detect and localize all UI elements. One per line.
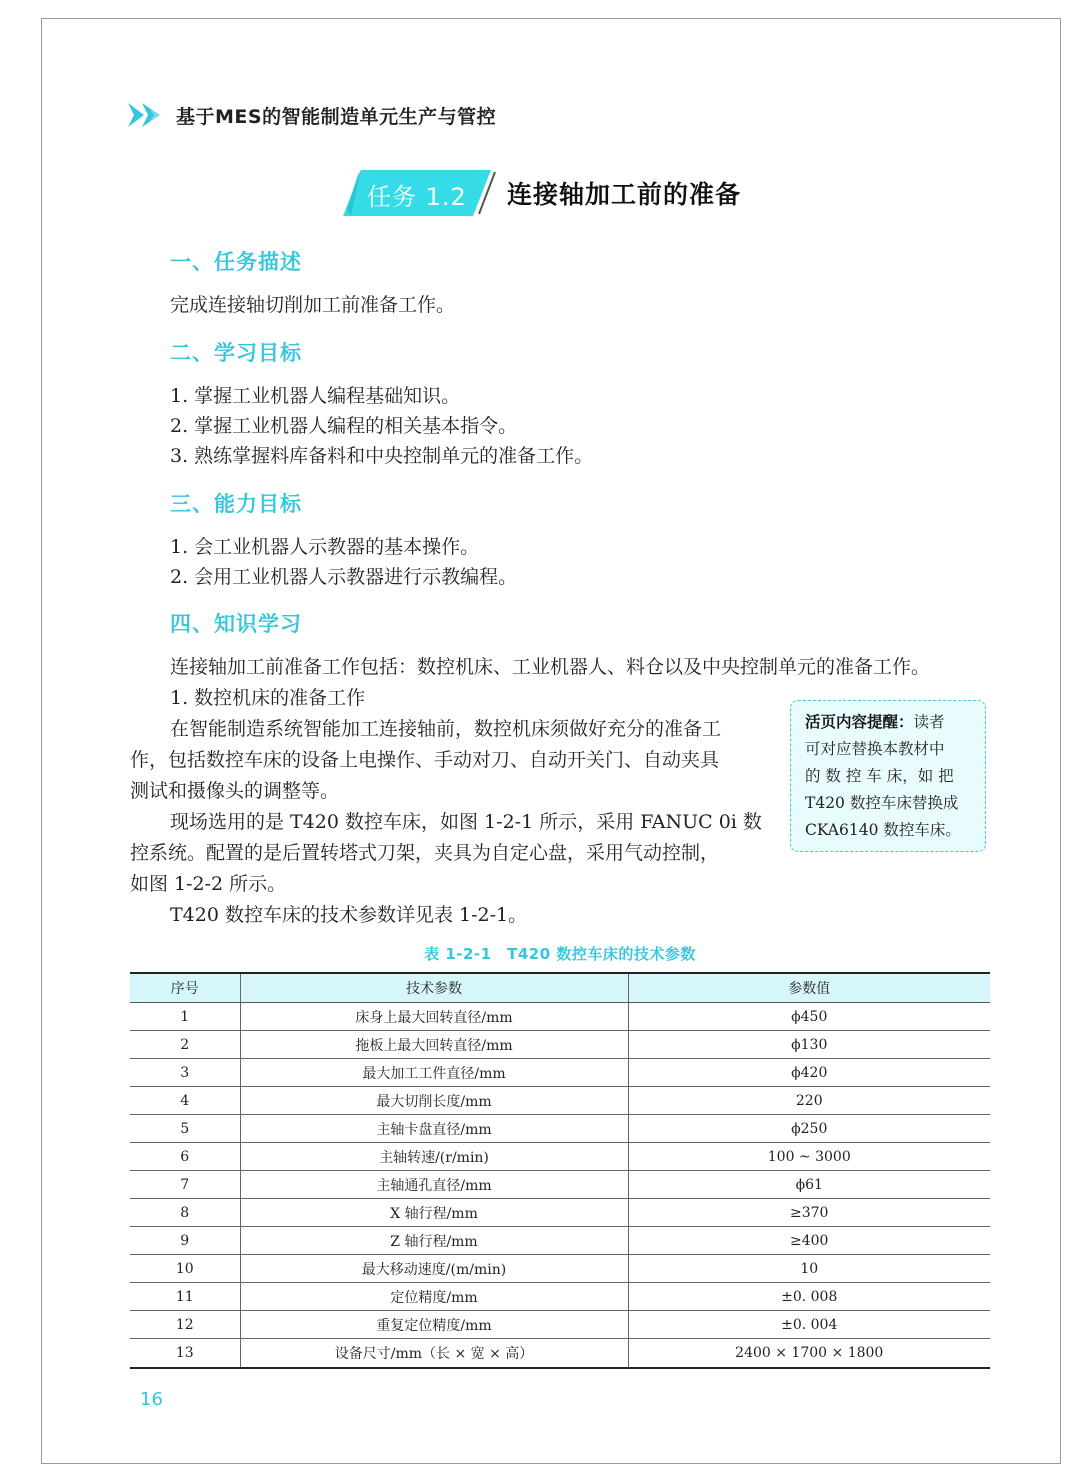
task-badge-label: 任务 1.2 <box>367 183 467 211</box>
paragraph-line: 测试和摄像头的调整等。 <box>130 780 340 802</box>
paragraph-line: 现场选用的是 T420 数控车床，如图 1-2-1 所示，采用 FANUC 0i 数 <box>170 811 762 833</box>
subheading-cnc-prep: 1. 数控机床的准备工作 <box>170 687 366 709</box>
note-line: 活页内容提醒：读者 <box>805 713 945 731</box>
section-heading-task-description: 一、任务描述 <box>170 250 302 274</box>
double-arrow-icon <box>128 101 168 129</box>
table-header-row <box>130 973 990 1003</box>
learning-goal-item: 2. 掌握工业机器人编程的相关基本指令。 <box>170 415 518 437</box>
header-parameter: 技术参数 <box>240 973 628 1003</box>
task-banner <box>343 170 741 216</box>
table-row: 12 重复定位精度/mm ±0. 004 <box>130 1311 990 1339</box>
book-title: 基于MES的智能制造单元生产与管控 <box>176 105 497 128</box>
note-line: 的 数 控 车 床，如 把 <box>805 767 954 785</box>
header-value: 参数值 <box>628 973 990 1003</box>
note-box <box>790 700 986 852</box>
table-row: 3 最大加工工件直径/mm ϕ420 <box>130 1059 990 1087</box>
table-row: 2 拖板上最大回转直径/mm ϕ130 <box>130 1031 990 1059</box>
task-badge <box>343 170 503 216</box>
table-row: 11 定位精度/mm ±0. 008 <box>130 1283 990 1311</box>
table-row: 5 主轴卡盘直径/mm ϕ250 <box>130 1115 990 1143</box>
knowledge-intro: 连接轴加工前准备工作包括：数控机床、工业机器人、料仓以及中央控制单元的准备工作。 <box>170 656 931 678</box>
section-heading-learning-goals: 二、学习目标 <box>170 341 302 365</box>
learning-goal-item: 3. 熟练掌握料库备料和中央控制单元的准备工作。 <box>170 445 594 467</box>
table-row: 1 床身上最大回转直径/mm ϕ450 <box>130 1003 990 1031</box>
spec-table <box>130 972 990 1369</box>
ability-goal-item: 2. 会用工业机器人示教器进行示教编程。 <box>170 566 518 588</box>
note-line: T420 数控车床替换成 <box>805 794 959 812</box>
learning-goal-item: 1. 掌握工业机器人编程基础知识。 <box>170 385 461 407</box>
paragraph-line: 在智能制造系统智能加工连接轴前，数控机床须做好充分的准备工 <box>170 718 722 740</box>
table-row: 9 Z 轴行程/mm ≥400 <box>130 1227 990 1255</box>
paragraph-line: 如图 1-2-2 所示。 <box>130 873 287 895</box>
ability-goal-item: 1. 会工业机器人示教器的基本操作。 <box>170 536 480 558</box>
note-label: 活页内容提醒： <box>805 713 914 731</box>
page-number: 16 <box>140 1389 163 1410</box>
table-row: 4 最大切削长度/mm 220 <box>130 1087 990 1115</box>
table-row: 13 设备尺寸/mm（长 × 宽 × 高） 2400 × 1700 × 1800 <box>130 1339 990 1369</box>
paragraph-line: 作，包括数控车床的设备上电操作、手动对刀、自动开关门、自动夹具 <box>130 749 720 771</box>
paragraph-line: 控系统。配置的是后置转塔式刀架，夹具为自定心盘，采用气动控制， <box>130 842 720 864</box>
table-caption: 表 1-2-1 T420 数控车床的技术参数 <box>424 945 696 963</box>
table-reference-text: T420 数控车床的技术参数详见表 1-2-1。 <box>170 904 528 926</box>
task-title: 连接轴加工前的准备 <box>507 180 742 209</box>
table-row: 8 X 轴行程/mm ≥370 <box>130 1199 990 1227</box>
section-heading-ability-goals: 三、能力目标 <box>170 492 302 516</box>
note-line: 可对应替换本教材中 <box>805 740 945 758</box>
header-index: 序号 <box>130 973 240 1003</box>
table-row: 7 主轴通孔直径/mm ϕ61 <box>130 1171 990 1199</box>
note-line: CKA6140 数控车床。 <box>805 821 961 839</box>
table-row: 10 最大移动速度/(m/min) 10 <box>130 1255 990 1283</box>
table-row: 6 主轴转速/(r/min) 100 ~ 3000 <box>130 1143 990 1171</box>
section-heading-knowledge: 四、知识学习 <box>170 612 302 636</box>
running-header <box>128 98 496 132</box>
task-description-text: 完成连接轴切削加工前准备工作。 <box>170 294 456 316</box>
